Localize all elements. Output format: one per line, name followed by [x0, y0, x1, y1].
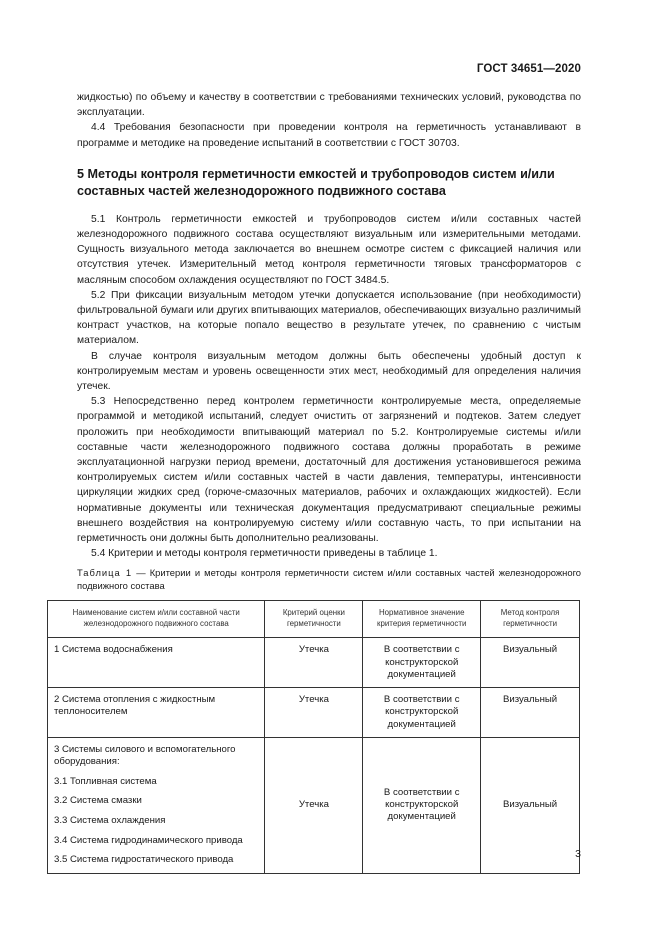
cell-control-method: Визуальный — [481, 638, 580, 688]
system-group-title: 3 Системы силового и вспомогательного оборудования: — [54, 743, 236, 767]
cell-norm-value: В соответствии с конструкторской документацией — [363, 688, 481, 738]
criteria-table — [47, 600, 580, 873]
paragraph-visual-access: В случае контроля визуальным методом должны быть обеспечены удобный доступ к контролируемым местам и уровень освещенности этих мест, необходимый для определения наличия утечек. — [77, 350, 581, 393]
table-row — [48, 638, 580, 688]
cell-norm-value: В соответствии с конструкторской документацией — [363, 638, 481, 688]
paragraph-5-1: 5.1 Контроль герметичности емкостей и трубопроводов систем и/или составных частей железнодорожного подвижного состава осуществляют визуальным или измерительными методами. Сущность визуального метода заключается во внешнем осмотре систем с фиксацией наличия или отсутствия утечек. Измерительный метод контроля герметичности тяговых трансформаторов с масляным способом охлаждения осуществляют по ГОСТ 3484.5. — [77, 213, 581, 286]
subsystem-item: 3.5 Система гидростатического привода — [54, 854, 234, 866]
table-row — [48, 737, 580, 873]
cell-criterion: Утечка — [265, 737, 363, 873]
paragraph-5-2: 5.2 При фиксации визуальным методом утечки допускается использование (при необходимости) фильтровальной бумаги или других впитывающих материалов, обеспечивающих визуально различимый контраст участков, на которые попало вещество в результате утечек, по сравнению с чистым материалом. — [77, 289, 581, 347]
subsystem-item: 3.2 Система смазки — [54, 795, 142, 807]
cell-system-name: 2 Система отопления с жидкостным теплоносителем — [48, 688, 265, 738]
document-number: ГОСТ 34651—2020 — [476, 63, 581, 75]
table-caption — [77, 567, 581, 592]
header-criterion: Критерий оценки герметичности — [265, 601, 363, 638]
subsystem-item: 3.1 Топливная система — [54, 775, 157, 787]
cell-criterion: Утечка — [265, 638, 363, 688]
cell-system-name-group — [48, 737, 265, 873]
page-number: 3 — [575, 848, 581, 860]
cell-control-method: Визуальный — [481, 737, 580, 873]
cell-system-name: 1 Система водоснабжения — [48, 638, 265, 688]
section-5-title: 5 Методы контроля герметичности емкостей и трубопроводов систем и/или составных частей железнодорожного подвижного состава — [77, 166, 555, 198]
table-row — [48, 688, 580, 738]
header-control-method: Метод контроля герметичности — [481, 601, 580, 638]
paragraph-5-4: 5.4 Критерии и методы контроля герметичности приведены в таблице 1. — [91, 548, 438, 560]
header-system-name: Наименование систем и/или составной части железнодорожного подвижного состава — [48, 601, 265, 638]
header-norm-value: Нормативное значение критерия герметичности — [363, 601, 481, 638]
paragraph-continuation: жидкостью) по объему и качеству в соответствии с требованиями технических условий, руководства по эксплуатации. — [77, 92, 581, 119]
table-caption-text: — Критерии и методы контроля герметичности систем и/или составных частей железнодорожного подвижного состава — [77, 567, 581, 591]
page-content — [54, 90, 581, 874]
paragraph-5-3: 5.3 Непосредственно перед контролем герметичности контролируемые места, определяемые программой и методикой испытаний, следует очистить от загрязнений и подтеков. Затем следует проложить при необходимости впитывающий материал по 5.2. Контролируемые системы и/или составные части железнодорожного подвижного состава должны проработать в режиме эксплуатационной нагрузки период времени, достаточный для достижения установившегося режима контролируемых систем и/или составных частей в части давления, температуры, интенсивности циркуляции жидких сред (горюче-смазочных материалов, рабочих и охлаждающих жидкостей). Если нормативные документы или техническая документация предусматривают специальные режимы внешнего воздействия на контролируемую систему и/или составную часть, то при испытании на герметичность они должны быть дополнительно реализованы. — [77, 396, 581, 545]
cell-norm-value: В соответствии с конструкторской документацией — [363, 737, 481, 873]
cell-control-method: Визуальный — [481, 688, 580, 738]
table-caption-label: Таблица 1 — [77, 567, 133, 579]
cell-criterion: Утечка — [265, 688, 363, 738]
table-header-row — [48, 601, 580, 638]
paragraph-4-4: 4.4 Требования безопасности при проведении контроля на герметичность устанавливают в программе и методике на проведение испытаний в соответствии с ГОСТ 30703. — [77, 122, 581, 149]
subsystem-item: 3.3 Система охлаждения — [54, 815, 166, 827]
subsystem-item: 3.4 Система гидродинамического привода — [54, 834, 243, 846]
